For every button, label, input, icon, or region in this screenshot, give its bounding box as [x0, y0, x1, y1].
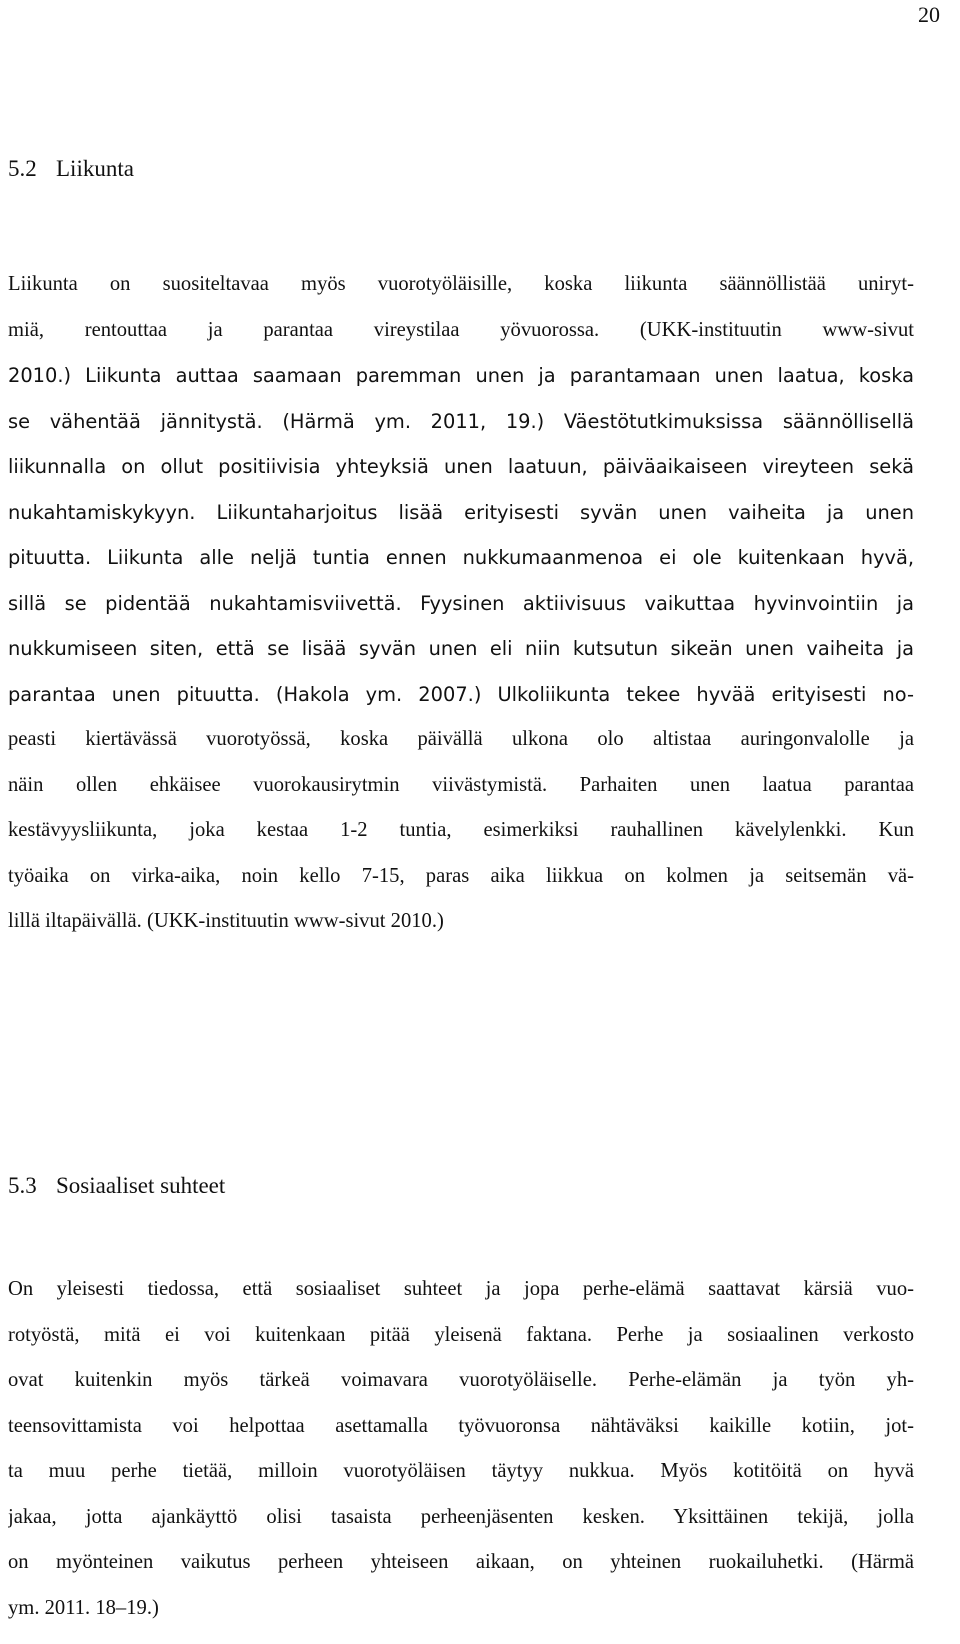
- text-line: nukahtamiskykyyn. Liikuntaharjoitus lisää erityisesti syvän unen vaiheita ja unen: [8, 500, 914, 524]
- page-number: 20: [918, 2, 940, 27]
- section-title: Liikunta: [56, 156, 134, 181]
- text-line: Liikunta on suositeltavaa myös vuorotyöläisille, koska liikunta säännöllistää uniryt-: [8, 273, 914, 295]
- text-line: kestävyysliikunta, joka kestaa 1-2 tuntia, esimerkiksi rauhallinen kävelylenkki. Kun: [8, 819, 914, 841]
- text-line: ovat kuitenkin myös tärkeä voimavara vuorotyöläiselle. Perhe-elämän ja työn yh-: [8, 1369, 914, 1391]
- text-line: teensovittamista voi helpottaa asettamalla työvuoronsa nähtäväksi kaikille kotiin, jot-: [8, 1414, 914, 1437]
- text-line: peasti kiertävässä vuorotyössä, koska päivällä ulkona olo altistaa auringonvalolle ja: [8, 728, 914, 750]
- paragraph-liikunta: [8, 262, 914, 945]
- text-line: parantaa unen pituutta. (Hakola ym. 2007.) Ulkoliikunta tekee hyvää erityisesti no-: [8, 682, 914, 706]
- text-line: On yleisesti tiedossa, että sosiaaliset suhteet ja jopa perhe-elämä saattavat kärsiä vuo-: [8, 1278, 914, 1300]
- text-line: lillä iltapäivällä. (UKK-instituutin www-sivut 2010.): [8, 910, 444, 932]
- section-number: 5.3: [8, 1173, 37, 1198]
- text-line: näin ollen ehkäisee vuorokausirytmin viivästymistä. Parhaiten unen laatua parantaa: [8, 773, 914, 796]
- text-line: liikunnalla on ollut positiivisia yhteyksiä unen laatuun, päiväaikaiseen vireyteen sekä: [8, 455, 914, 478]
- text-line: nukkumiseen siten, että se lisää syvän unen eli niin kutsutun sikeän unen vaiheita ja: [8, 637, 914, 660]
- section-heading-liikunta: [8, 155, 134, 183]
- text-line: ta muu perhe tietää, milloin vuorotyöläisen täytyy nukkua. Myös kotitöitä on hyvä: [8, 1460, 914, 1482]
- text-line: sillä se pidentää nukahtamisviivettä. Fyysinen aktiivisuus vaikuttaa hyvinvointiin ja: [8, 591, 914, 615]
- text-line: miä, rentouttaa ja parantaa vireystilaa yövuorossa. (UKK-instituutin www-sivut: [8, 318, 914, 341]
- text-line: ym. 2011. 18–19.): [8, 1596, 159, 1619]
- text-line: työaika on virka-aika, noin kello 7-15, paras aika liikkua on kolmen ja seitsemän vä-: [8, 864, 914, 887]
- paragraph-sosiaaliset: [8, 1267, 914, 1631]
- text-line: 2010.) Liikunta auttaa saamaan paremman unen ja parantamaan unen laatua, koska: [8, 364, 914, 387]
- section-title: Sosiaaliset suhteet: [56, 1173, 226, 1198]
- text-line: on myönteinen vaikutus perheen yhteiseen aikaan, on yhteinen ruokailuhetki. (Härmä: [8, 1551, 914, 1573]
- section-heading-sosiaaliset: [8, 1172, 225, 1200]
- text-line: se vähentää jännitystä. (Härmä ym. 2011, 19.) Väestötutkimuksissa säännöllisellä: [8, 409, 914, 433]
- text-line: rotyöstä, mitä ei voi kuitenkaan pitää yleisenä faktana. Perhe ja sosiaalinen verkosto: [8, 1323, 914, 1346]
- text-line: jakaa, jotta ajankäyttö olisi tasaista perheenjäsenten kesken. Yksittäinen tekijä, jolla: [8, 1505, 914, 1528]
- section-number: 5.2: [8, 156, 37, 181]
- text-line: pituutta. Liikunta alle neljä tuntia ennen nukkumaanmenoa ei ole kuitenkaan hyvä,: [8, 546, 914, 569]
